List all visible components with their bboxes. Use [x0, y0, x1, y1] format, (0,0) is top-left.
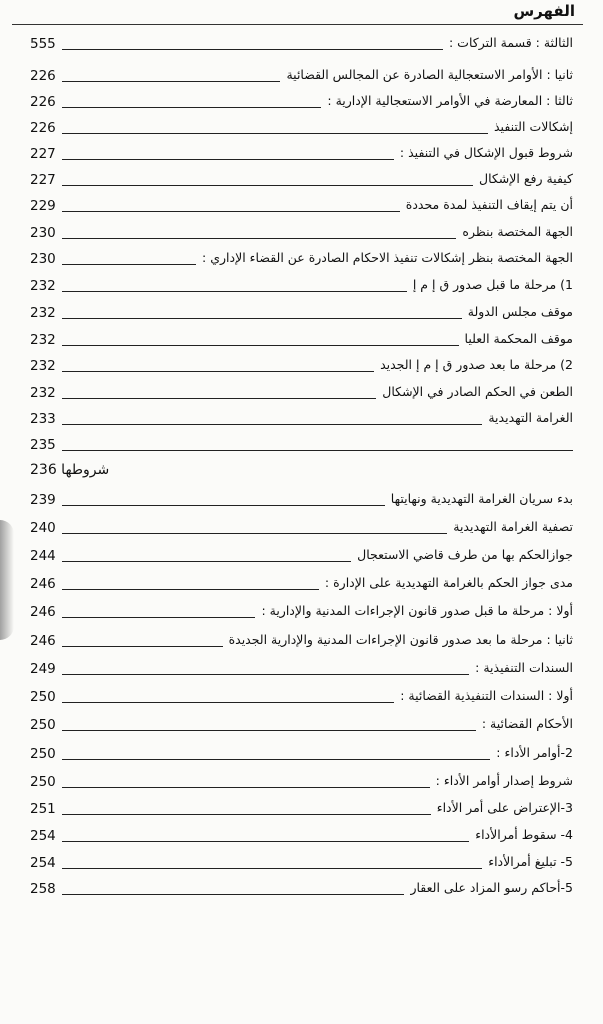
toc-leader-line — [62, 787, 430, 788]
toc-leader-line — [62, 505, 385, 506]
toc-entry-title: الثالثة : قسمة التركات : — [449, 35, 573, 50]
toc-page-number: 232 — [30, 332, 56, 348]
toc-leader-line — [62, 398, 377, 399]
toc-entry-title: الأحكام القضائية : — [481, 716, 573, 731]
toc-entry — [0, 683, 603, 707]
toc-leader-line — [62, 533, 447, 534]
toc-leader-line — [62, 49, 443, 50]
toc-leader-line — [62, 730, 476, 731]
toc-leader-line — [62, 894, 405, 895]
toc-entry-title: شروطها 236 — [30, 462, 110, 478]
toc-entry — [0, 30, 603, 54]
toc-leader-line — [62, 318, 462, 319]
toc-entry-title: إشكالات التنفيذ — [493, 119, 573, 134]
toc-entry-title: 2-أوامر الأداء : — [496, 745, 573, 760]
toc-leader-line — [62, 814, 431, 815]
toc-leader-line — [62, 646, 223, 647]
toc-page-number: 249 — [30, 661, 56, 677]
toc-entry-title: جوازالحكم بها من طرف قاضي الاستعجال — [357, 547, 573, 562]
header-divider — [12, 24, 583, 25]
page-title: الفهرس — [513, 2, 575, 20]
toc-page-number: 246 — [30, 604, 56, 620]
toc-page-number: 250 — [30, 746, 56, 762]
toc-leader-line — [62, 133, 488, 134]
toc-entry-title: 3-الإعتراض على أمر الأداء — [436, 800, 573, 815]
toc-entry — [0, 768, 603, 792]
toc-leader-line — [62, 868, 482, 869]
toc-page-number: 235 — [30, 437, 56, 453]
toc-entry-title: الغرامة التهديدية — [488, 410, 573, 425]
toc-page-number: 258 — [30, 881, 56, 897]
toc-leader-line — [62, 81, 281, 82]
toc-leader-line — [62, 345, 459, 346]
toc-entry-title: 5-أحاكم رسو المزاد على العقار — [410, 880, 573, 895]
toc-entry-title: تصفية الغرامة التهديدية — [453, 519, 573, 534]
toc-page-number: 250 — [30, 774, 56, 790]
toc-entry — [0, 405, 603, 429]
toc-page-number: 246 — [30, 633, 56, 649]
toc-entry-title: أولا : مرحلة ما قبل صدور قانون الإجراءات المدنية والإدارية : — [261, 603, 573, 618]
toc-leader-line — [62, 264, 196, 265]
toc-page-number: 226 — [30, 120, 56, 136]
toc-leader-line — [62, 674, 469, 675]
toc-entry-title: موقف المحكمة العليا — [464, 331, 573, 346]
toc-entry — [0, 62, 603, 86]
toc-entry — [0, 114, 603, 138]
toc-leader-line — [62, 759, 491, 760]
toc-entry — [0, 486, 603, 510]
toc-page-number: 226 — [30, 68, 56, 84]
toc-entry — [0, 192, 603, 216]
toc-leader-line — [62, 185, 473, 186]
toc-entry — [0, 326, 603, 350]
toc-entry-title: موقف مجلس الدولة — [467, 304, 573, 319]
toc-entry-title: 1) مرحلة ما قبل صدور ق إ م إ — [412, 277, 573, 292]
toc-entry — [0, 875, 603, 899]
toc-leader-line — [62, 841, 469, 842]
toc-leader-line — [62, 159, 394, 160]
toc-entry-title: شروط إصدار أوامر الأداء : — [435, 773, 573, 788]
toc-leader-line — [62, 211, 400, 212]
toc-page-number: 254 — [30, 828, 56, 844]
toc-entry-title: مدى جواز الحكم بالغرامة التهديدية على الإدارة : — [324, 575, 573, 590]
toc-entry-title: 2) مرحلة ما بعد صدور ق إ م إ الجديد — [380, 357, 573, 372]
toc-entry — [0, 849, 603, 873]
toc-page-number: 232 — [30, 358, 56, 374]
toc-entry-title: الجهة المختصة بنظره — [462, 224, 573, 239]
toc-page-number: 250 — [30, 717, 56, 733]
toc-entry-title: أن يتم إيقاف التنفيذ لمدة محددة — [405, 197, 573, 212]
toc-leader-line — [62, 589, 319, 590]
toc-entry — [0, 272, 603, 296]
toc-page-number: 251 — [30, 801, 56, 817]
toc-page-number: 254 — [30, 855, 56, 871]
toc-entry — [0, 431, 603, 455]
toc-entry — [0, 711, 603, 735]
toc-page-number: 239 — [30, 492, 56, 508]
toc-page-number: 555 — [30, 36, 56, 52]
toc-entry-title: ثالثا : المعارضة في الأوامر الاستعجالية الإدارية : — [327, 93, 573, 108]
toc-entry-title: ثانيا : مرحلة ما بعد صدور قانون الإجراءات المدنية والإدارية الجديدة — [228, 632, 573, 647]
toc-leader-line — [62, 617, 256, 618]
toc-entry-title: 4- سقوط أمرالأداء — [475, 827, 573, 842]
toc-entry-title: أولا : السندات التنفيذية القضائية : — [400, 688, 573, 703]
toc-page-number: 250 — [30, 689, 56, 705]
toc-entry — [0, 299, 603, 323]
toc-page-number: 229 — [30, 198, 56, 214]
toc-leader-line — [62, 561, 351, 562]
toc-entry-title: كيفية رفع الإشكال — [478, 171, 573, 186]
toc-entry — [0, 627, 603, 651]
toc-entry — [0, 352, 603, 376]
toc-entry — [0, 166, 603, 190]
toc-entry — [0, 655, 603, 679]
toc-leader-line — [62, 450, 573, 451]
toc-page-number: 240 — [30, 520, 56, 536]
toc-entry — [0, 822, 603, 846]
toc-entry — [0, 598, 603, 622]
toc-entry — [0, 740, 603, 764]
toc-leader-line — [62, 238, 457, 239]
toc-leader-line — [62, 702, 394, 703]
toc-entry — [0, 795, 603, 819]
toc-page-number: 227 — [30, 146, 56, 162]
toc-entry — [0, 219, 603, 243]
toc-page-number: 232 — [30, 305, 56, 321]
toc-entry — [0, 140, 603, 164]
toc-page-number: 232 — [30, 385, 56, 401]
toc-page-number: 230 — [30, 251, 56, 267]
toc-page-number: 246 — [30, 576, 56, 592]
toc-leader-line — [62, 291, 407, 292]
toc-entry — [0, 379, 603, 403]
toc-page-number: 226 — [30, 94, 56, 110]
toc-leader-line — [62, 107, 322, 108]
toc-entry-title: السندات التنفيذية : — [475, 660, 573, 675]
toc-entry — [0, 458, 603, 482]
toc-entry-title: بدء سريان الغرامة التهديدية ونهايتها — [390, 491, 573, 506]
toc-entry-title: الطعن في الحكم الصادر في الإشكال — [382, 384, 573, 399]
toc-entry — [0, 542, 603, 566]
toc-entry — [0, 514, 603, 538]
toc-entry — [0, 88, 603, 112]
toc-entry-title: شروط قبول الإشكال في التنفيذ : — [399, 145, 573, 160]
toc-entry — [0, 245, 603, 269]
toc-page-number: 233 — [30, 411, 56, 427]
toc-page-number: 227 — [30, 172, 56, 188]
toc-entry — [0, 570, 603, 594]
toc-entry-title: ثانيا : الأوامر الاستعجالية الصادرة عن المجالس القضائية — [286, 67, 573, 82]
toc-page-number: 230 — [30, 225, 56, 241]
toc-entry-title: 5- تبليغ أمرالأداء — [488, 854, 573, 869]
toc-page-number: 244 — [30, 548, 56, 564]
toc-leader-line — [62, 424, 483, 425]
toc-page-number: 232 — [30, 278, 56, 294]
toc-leader-line — [62, 371, 374, 372]
toc-entry-title: الجهة المختصة بنظر إشكالات تنفيذ الاحكام الصادرة عن القضاء الإداري : — [202, 250, 573, 265]
